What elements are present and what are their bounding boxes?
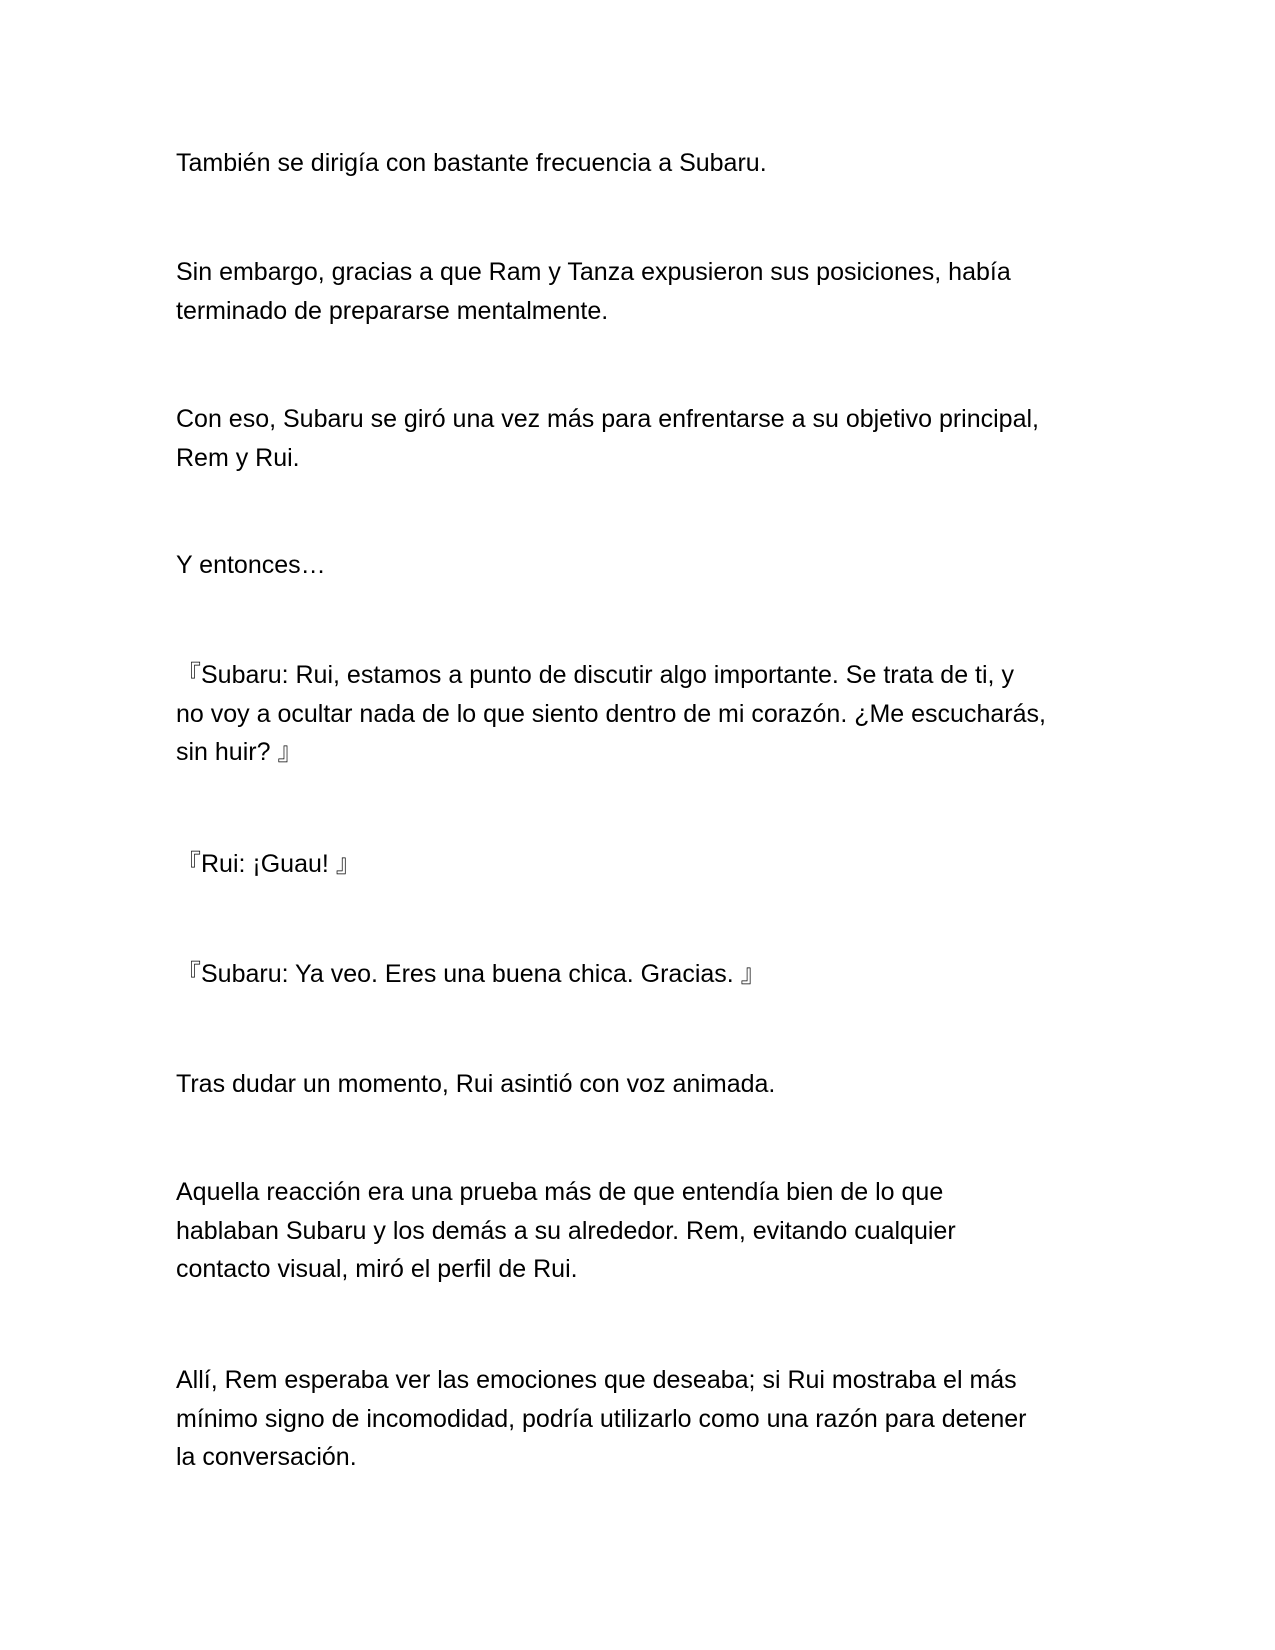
paragraph-9 <box>176 1173 1116 1289</box>
text-line: Allí, Rem esperaba ver las emociones que deseaba; si Rui mostraba el más <box>176 1366 1017 1394</box>
paragraph-8 <box>176 1065 1116 1104</box>
text-line: Sin embargo, gracias a que Ram y Tanza expusieron sus posiciones, había <box>176 258 1011 286</box>
text-line: terminado de prepararse mentalmente. <box>176 296 609 325</box>
paragraph-10 <box>176 1361 1116 1477</box>
text-line: Y entonces… <box>176 551 326 579</box>
text-line: hablaban Subaru y los demás a su alrededor. Rem, evitando cualquier <box>176 1216 956 1245</box>
paragraph-3 <box>176 400 1116 477</box>
text-line: 『Subaru: Ya veo. Eres una buena chica. Gracias. 』 <box>176 960 766 988</box>
text-line: sin huir? 』 <box>176 738 303 766</box>
paragraph-1 <box>176 144 1116 183</box>
text-line: no voy a ocultar nada de lo que siento dentro de mi corazón. ¿Me escucharás, <box>176 699 1046 728</box>
text-line: 『Subaru: Rui, estamos a punto de discutir algo importante. Se trata de ti, y <box>176 661 1014 689</box>
paragraph-2 <box>176 253 1116 330</box>
text-line: Con eso, Subaru se giró una vez más para enfrentarse a su objetivo principal, <box>176 405 1039 433</box>
text-line: mínimo signo de incomodidad, podría utilizarlo como una razón para detener <box>176 1404 1027 1433</box>
text-line: la conversación. <box>176 1443 357 1471</box>
dialogue-subaru-2 <box>176 955 1116 994</box>
text-line: También se dirigía con bastante frecuencia a Subaru. <box>176 149 767 177</box>
text-line: Rem y Rui. <box>176 443 300 472</box>
text-line: Tras dudar un momento, Rui asintió con voz animada. <box>176 1070 776 1098</box>
dialogue-rui <box>176 845 1116 884</box>
dialogue-subaru-1 <box>176 656 1116 772</box>
text-line: Aquella reacción era una prueba más de que entendía bien de lo que <box>176 1178 944 1206</box>
text-line: 『Rui: ¡Guau! 』 <box>176 850 361 878</box>
paragraph-4 <box>176 546 1116 585</box>
text-line: contacto visual, miró el perfil de Rui. <box>176 1255 578 1283</box>
